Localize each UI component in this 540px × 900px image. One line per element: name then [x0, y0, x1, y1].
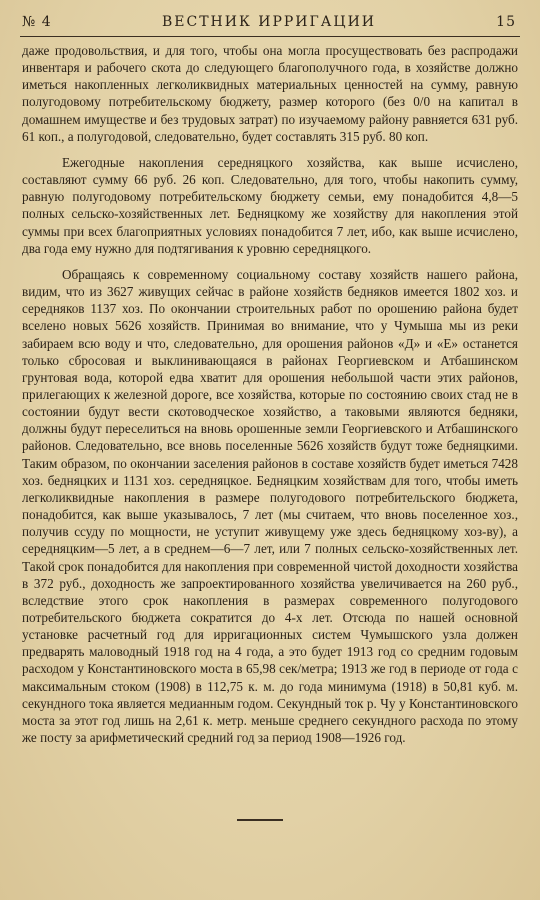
article-body: [22, 42, 518, 746]
paragraph-social-composition: Обращаясь к современному социальному составу хозяйств нашего района, видим, что из 3627 живущих сейчас в районе хозяйств бедняков имеется 1802 хоз. и середняков 1137 хоз. По окончании строительных работ по орошению района будет вселено новых 5626 хозяйств. Принимая во внимание, что у Чумыша мы из реки забираем всю воду и что, следовательно, для орошения районов «Д» и «Е» останется только сбросовая и выклинивающаяся в районах Георгиевском и Атбашинском грунтовая вода, которой едва хватит для орошения небольшой части этих районов, прилегающих к железной дороге, все хозяйства, которые по состоянию своих стад не в состоянии будут вести скотоводческое хозяйство, а таковыми являются бедняки, должны будут переселиться на вновь орошенные земли Георгиевского и Атбашинского районов. Следовательно, все вновь поселенные 5626 хозяйств будут тоже бедняцкими. Таким образом, по окончании заселения районов в составе хозяйств будет иметься 7428 хоз. бедняцких и 1131 хоз. середняцкое. Бедняцким хозяйствам для того, чтобы иметь легколиквидные накопления в размере полугодового потребительского бюджета, понадобится, как выше указывалось, 7 лет (мы считаем, что вновь поселенное хоз., получив ссуду по мощности, не уступит живущему уже здесь бедняцкому хоз-ву), а середняцким—5 лет, а в среднем—6—7 лет, или 7 полных сельско-хозяйственных лет. Такой срок понадобится для накопления при современной чистой доходности хозяйства в 372 руб., доходность же запроектированного хозяйства увеличивается на 260 руб., вследствие этого срок накопления в размерах современного полугодового потребительского бюджета сократится до 4-х лет. Отсюда по нашей основной установке расчетный год для ирригационных систем Чумышского узла должен предварять маловодный 1918 год на 4 года, а это будет 1913 год со средним годовым расходом у Константиновского моста в 65,98 сек/метра; 1913 же год в периоде от года с максимальным стоком (1908) в 112,75 к. м. до года минимума (1918) в 50,81 куб. м. секундного тока является медианным годом. Секундный ток р. Чу у Константиновского моста за этот год лишь на 2,61 к. метр. меньше среднего секундного расхода по этому же посту за арифметический средний год за период 1908—1926 год.: [22, 266, 518, 746]
paragraph-continuation: даже продовольствия, и для того, чтобы она могла просуществовать без распродажи инвентаря и рабочего скота до следующего благополучного года, в хозяйстве должно иметься накопленных легколиквидных материальных ценностей на сумму, равную полугодовому потребительскому бюджету, размер которого (без 0/0 на капитал в домашнем имуществе и без трудовых затрат) по изучаемому району равняется 631 руб. 61 коп., а полугодовой, следовательно, будет составлять 315 руб. 80 коп.: [22, 43, 518, 144]
paragraph-accumulation: Ежегодные накопления середняцкого хозяйства, как выше исчислено, составляют сумму 66 руб. 26 коп. Следовательно, для того, чтобы накопить сумму, равную полугодовому потребительскому бюджету семьи, ему понадобится 4,8—5 полных сельско-хозяйственных лет. Бедняцкому же хозяйству для накопления этой суммы при всех благоприятных условиях понадобится 7 лет, ибо, как выше исчислено, два года ему нужно для подтягивания к уровню середняцкого.: [22, 154, 518, 256]
issue-number: № 4: [22, 14, 52, 30]
journal-title: ВЕСТНИК ИРРИГАЦИИ: [161, 14, 377, 30]
page-header: [22, 10, 516, 34]
header-rule: [20, 36, 520, 37]
page-number: 15: [496, 14, 516, 30]
end-of-article-rule: [237, 819, 283, 821]
